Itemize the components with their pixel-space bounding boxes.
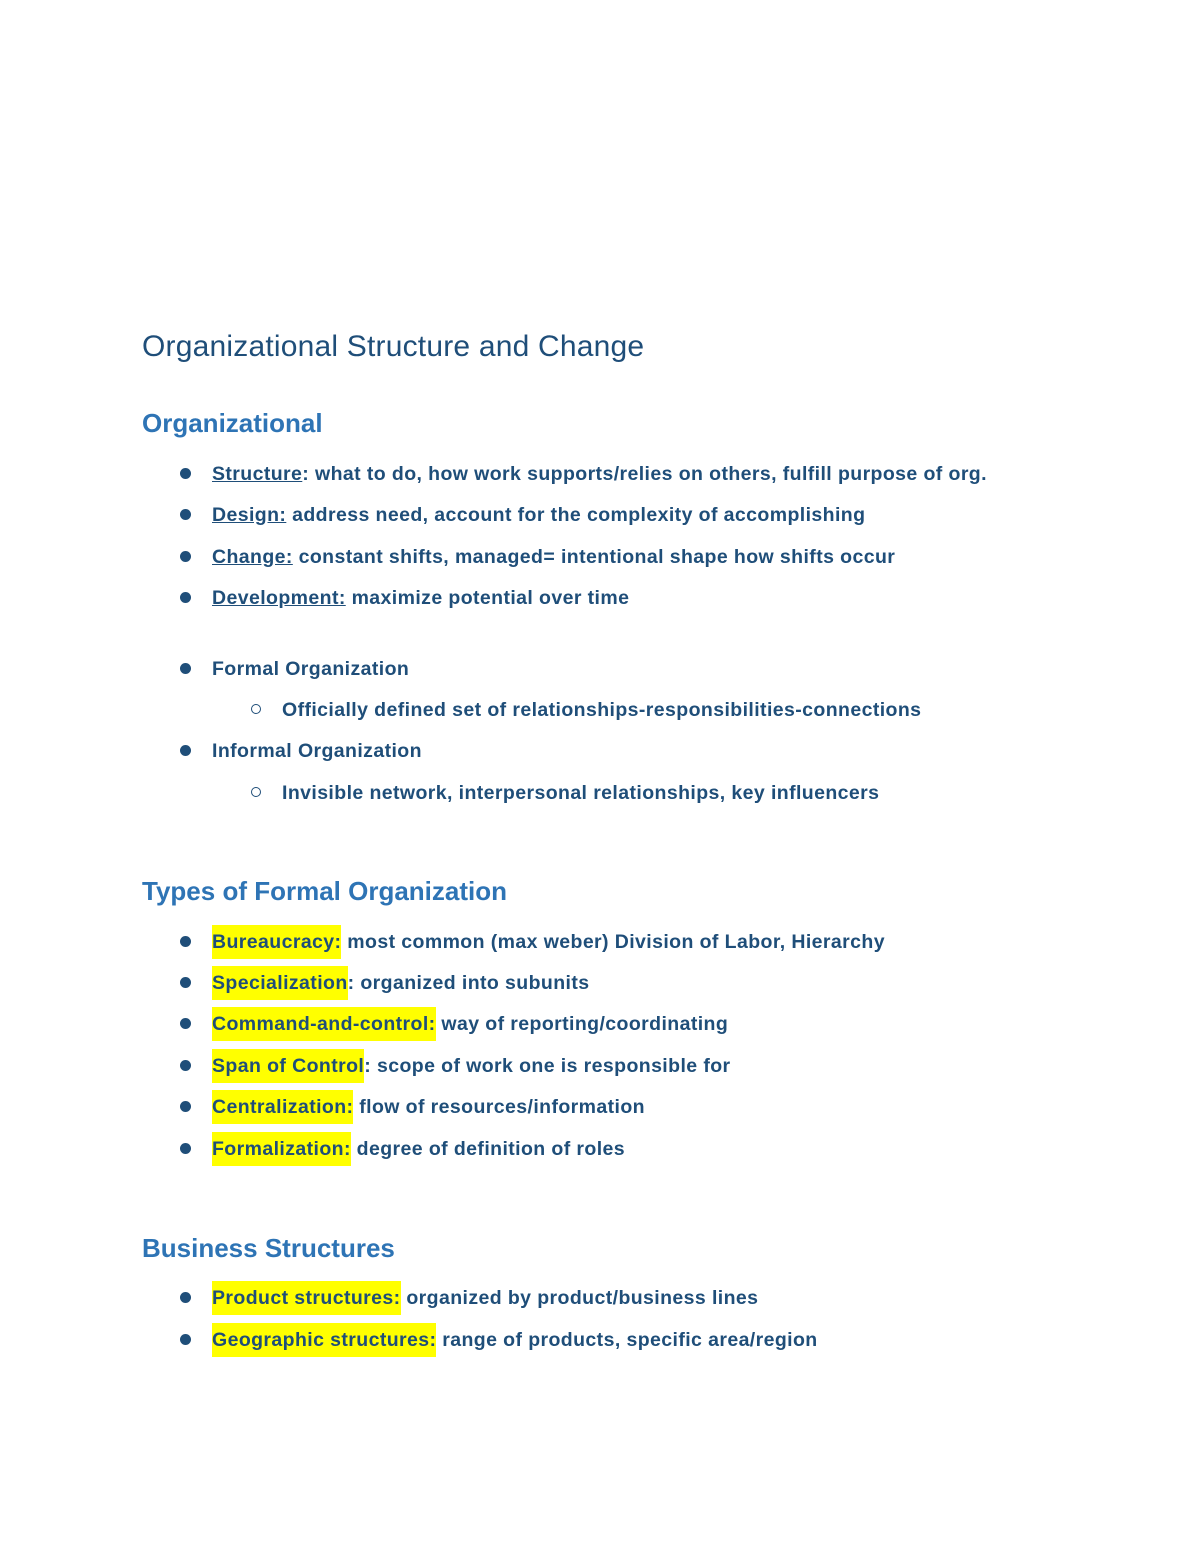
definition: maximize potential over time <box>345 587 630 609</box>
term: Design: <box>212 504 287 526</box>
highlighted-term: Formalization: <box>212 1132 351 1166</box>
highlighted-term: Command-and-control: <box>212 1007 436 1041</box>
term: Development: <box>212 587 346 609</box>
bullet-icon <box>180 745 191 756</box>
definition: organized into subunits <box>354 972 590 994</box>
term-separator: : <box>347 972 355 994</box>
definition: flow of resources/information <box>353 1096 645 1118</box>
bullet-icon <box>180 1334 191 1345</box>
section-heading-organizational: Organizational <box>142 408 323 438</box>
bullet-icon <box>180 1018 191 1029</box>
definition: range of products, specific area/region <box>436 1329 818 1351</box>
bullet-icon <box>180 1143 191 1154</box>
section-heading-business: Business Structures <box>142 1233 395 1263</box>
definition: scope of work one is responsible for <box>371 1055 731 1077</box>
bullet-icon <box>180 936 191 947</box>
highlighted-term: Bureaucracy: <box>212 925 341 959</box>
section-heading-types: Types of Formal Organization <box>142 876 508 906</box>
document-title: Organizational Structure and Change <box>142 330 645 363</box>
bullet-icon <box>180 1101 191 1112</box>
definition: address need, account for the complexity of accomplishing <box>286 504 866 526</box>
highlighted-term: Span of Control <box>212 1049 364 1083</box>
definition: most common (max weber) Division of Labor, Hierarchy <box>341 931 885 953</box>
bullet-icon <box>180 468 191 479</box>
bullet-icon <box>180 1292 191 1303</box>
bullet-icon <box>180 592 191 603</box>
bullet-icon <box>180 1060 191 1071</box>
highlighted-term: Product structures: <box>212 1281 401 1315</box>
formal-organization-label: Formal Organization <box>212 658 410 680</box>
formal-organization-definition: Officially defined set of relationships-responsibilities-connections <box>282 699 922 721</box>
term: Change: <box>212 546 293 568</box>
bullet-icon <box>180 551 191 562</box>
hollow-bullet-icon <box>251 787 261 797</box>
bullet-icon <box>180 977 191 988</box>
bullet-icon <box>180 663 191 674</box>
term-separator: : <box>302 463 310 485</box>
definition: constant shifts, managed= intentional shape how shifts occur <box>292 546 896 568</box>
definition: organized by product/business lines <box>400 1287 759 1309</box>
term-separator: : <box>364 1055 372 1077</box>
definition: degree of definition of roles <box>350 1138 626 1160</box>
informal-organization-definition: Invisible network, interpersonal relationships, key influencers <box>282 782 880 804</box>
hollow-bullet-icon <box>251 704 261 714</box>
bullet-icon <box>180 509 191 520</box>
definition: way of reporting/coordinating <box>435 1013 729 1035</box>
term: Structure <box>212 463 303 485</box>
informal-organization-label: Informal Organization <box>212 740 422 762</box>
highlighted-term: Specialization <box>212 966 348 1000</box>
definition: what to do, how work supports/relies on others, fulfill purpose of org. <box>309 463 987 485</box>
highlighted-term: Geographic structures: <box>212 1323 436 1357</box>
highlighted-term: Centralization: <box>212 1090 353 1124</box>
